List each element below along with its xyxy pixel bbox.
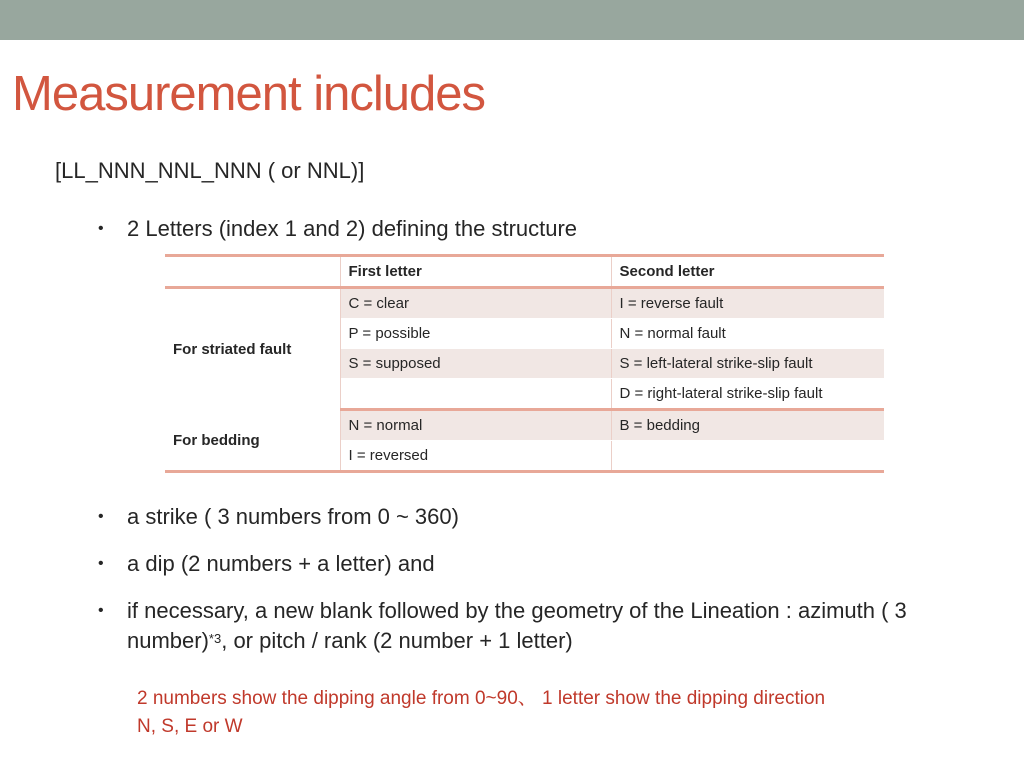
table-header-row xyxy=(165,256,884,288)
table-cell: P = possible xyxy=(340,319,611,349)
table-cell xyxy=(340,379,611,410)
bullet-text: 2 Letters (index 1 and 2) defining the structure xyxy=(127,216,578,241)
bullet-marker: • xyxy=(98,508,104,525)
header-cell-first-letter: First letter xyxy=(340,256,611,288)
header-cell-empty xyxy=(165,256,340,288)
table-cell: N = normal xyxy=(340,410,611,441)
bullet-text: a dip (2 numbers + a letter) and xyxy=(127,551,435,576)
lineation-text-before: if necessary, a new blank followed by the geometry of the Lineation : azimuth ( 3 number) xyxy=(127,598,907,653)
bullet-text xyxy=(127,596,1008,656)
bullet-item-lineation xyxy=(98,596,1008,656)
format-code: [LL_NNN_NNL_NNN ( or NNL)] xyxy=(55,158,365,183)
table-cell: I = reversed xyxy=(340,441,611,472)
table-cell: S = supposed xyxy=(340,349,611,379)
table-cell: B = bedding xyxy=(611,410,884,441)
slide-title: Measurement includes xyxy=(12,67,485,121)
table-cell: C = clear xyxy=(340,288,611,319)
dip-note xyxy=(137,685,997,741)
structure-code-table xyxy=(165,254,884,473)
bullet-item-dip xyxy=(98,549,1008,579)
table-row xyxy=(165,288,884,319)
table-row xyxy=(165,410,884,441)
bullet-marker: • xyxy=(98,602,104,619)
table-cell xyxy=(611,441,884,472)
table-cell: S = left-lateral strike-slip fault xyxy=(611,349,884,379)
table-cell: I = reverse fault xyxy=(611,288,884,319)
bullet-marker: • xyxy=(98,555,104,572)
bullet-item-structure xyxy=(98,214,1008,244)
table-cell: N = normal fault xyxy=(611,319,884,349)
lineation-text-after: , or pitch / rank (2 number + 1 letter) xyxy=(221,628,573,653)
bullet-text: a strike ( 3 numbers from 0 ~ 360) xyxy=(127,504,459,529)
table-cell: D = right-lateral strike-slip fault xyxy=(611,379,884,410)
group-label-bedding: For bedding xyxy=(165,410,340,472)
dip-note-line-2: N, S, E or W xyxy=(137,716,243,737)
footnote-marker: *3 xyxy=(208,631,222,646)
bullet-item-strike xyxy=(98,502,1008,532)
header-cell-second-letter: Second letter xyxy=(611,256,884,288)
top-bar xyxy=(0,0,1024,40)
group-label-striated-fault: For striated fault xyxy=(165,288,340,410)
bullet-marker: • xyxy=(98,220,104,237)
dip-note-line-1: 2 numbers show the dipping angle from 0~90、 1 letter show the dipping direction xyxy=(137,688,826,709)
